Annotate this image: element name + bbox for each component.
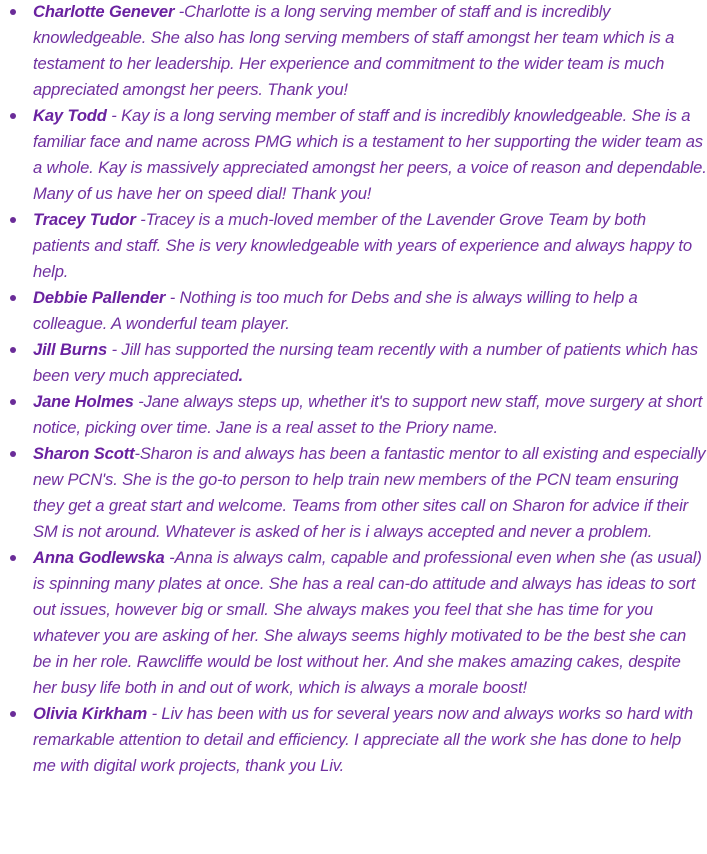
staff-tribute: - Liv has been with us for several years now and always works so hard with remarkable attention to detail and efficiency. I appreciate all the work she has done to help me with digital work projects, thank you Liv. bbox=[33, 704, 693, 775]
staff-name: Anna Godlewska bbox=[33, 548, 165, 567]
staff-tribute: - Kay is a long serving member of staff and is incredibly knowledgeable. She is a familiar face and name across PMG which is a testament to her supporting the wider team as a whole. Kay is massively appreciated amongst her peers, a voice of reason and dependable. Many of us have her on speed dial! Thank you! bbox=[33, 106, 707, 203]
staff-name: Debbie Pallender bbox=[33, 288, 166, 307]
bullet-icon bbox=[10, 399, 16, 405]
bullet-icon bbox=[10, 347, 16, 353]
staff-name: Sharon Scott bbox=[33, 444, 135, 463]
staff-name: Jane Holmes bbox=[33, 392, 134, 411]
list-item bbox=[33, 0, 707, 103]
staff-name: Charlotte Genever bbox=[33, 2, 175, 21]
staff-name: Jill Burns bbox=[33, 340, 108, 359]
staff-tribute: -Anna is always calm, capable and professional even when she (as usual) is spinning many plates at once. She has a real can-do attitude and always has ideas to sort out issues, however big or small. She always makes you feel that she has time for you whatever you are asking of her. She always seems highly motivated to be the best she can be in her role. Rawcliffe would be lost without her. And she makes amazing cakes, despite her busy life both in and out of work, which is always a morale boost! bbox=[33, 548, 702, 697]
bullet-icon bbox=[10, 555, 16, 561]
staff-name: Tracey Tudor bbox=[33, 210, 136, 229]
bullet-icon bbox=[10, 711, 16, 717]
staff-tribute: -Jane always steps up, whether it's to support new staff, move surgery at short notice, picking over time. Jane is a real asset to the Priory name. bbox=[33, 392, 703, 437]
staff-tribute: -Sharon is and always has been a fantastic mentor to all existing and especially new PCN's. She is the go-to person to help train new members of the PCN team ensuring they get a great start and welcome. Teams from other sites call on Sharon for advice if their SM is not around. Whatever is asked of her is i always accepted and never a problem. bbox=[33, 444, 706, 541]
staff-tribute: - Jill has supported the nursing team recently with a number of patients which has been very much appreciated bbox=[33, 340, 698, 385]
list-item bbox=[33, 389, 707, 441]
list-item bbox=[33, 701, 707, 779]
bullet-icon bbox=[10, 295, 16, 301]
bullet-icon bbox=[10, 451, 16, 457]
bullet-icon bbox=[10, 113, 16, 119]
bullet-icon bbox=[10, 217, 16, 223]
staff-name: Kay Todd bbox=[33, 106, 107, 125]
tribute-suffix: . bbox=[238, 366, 243, 385]
list-item bbox=[33, 207, 707, 285]
staff-tribute: -Charlotte is a long serving member of staff and is incredibly knowledgeable. She also has long serving members of staff amongst her team which is a testament to her leadership. Her experience and commitment to the wider team is much appreciated amongst her peers. Thank you! bbox=[33, 2, 675, 99]
list-item bbox=[33, 285, 707, 337]
list-item bbox=[33, 545, 707, 701]
list-item bbox=[33, 441, 707, 545]
list-item bbox=[33, 103, 707, 207]
staff-name: Olivia Kirkham bbox=[33, 704, 148, 723]
bullet-icon bbox=[10, 9, 16, 15]
staff-tribute: - Nothing is too much for Debs and she is always willing to help a colleague. A wonderful team player. bbox=[33, 288, 638, 333]
list-item bbox=[33, 337, 707, 389]
staff-tribute: -Tracey is a much-loved member of the Lavender Grove Team by both patients and staff. She is very knowledgeable with years of experience and always happy to help. bbox=[33, 210, 692, 281]
